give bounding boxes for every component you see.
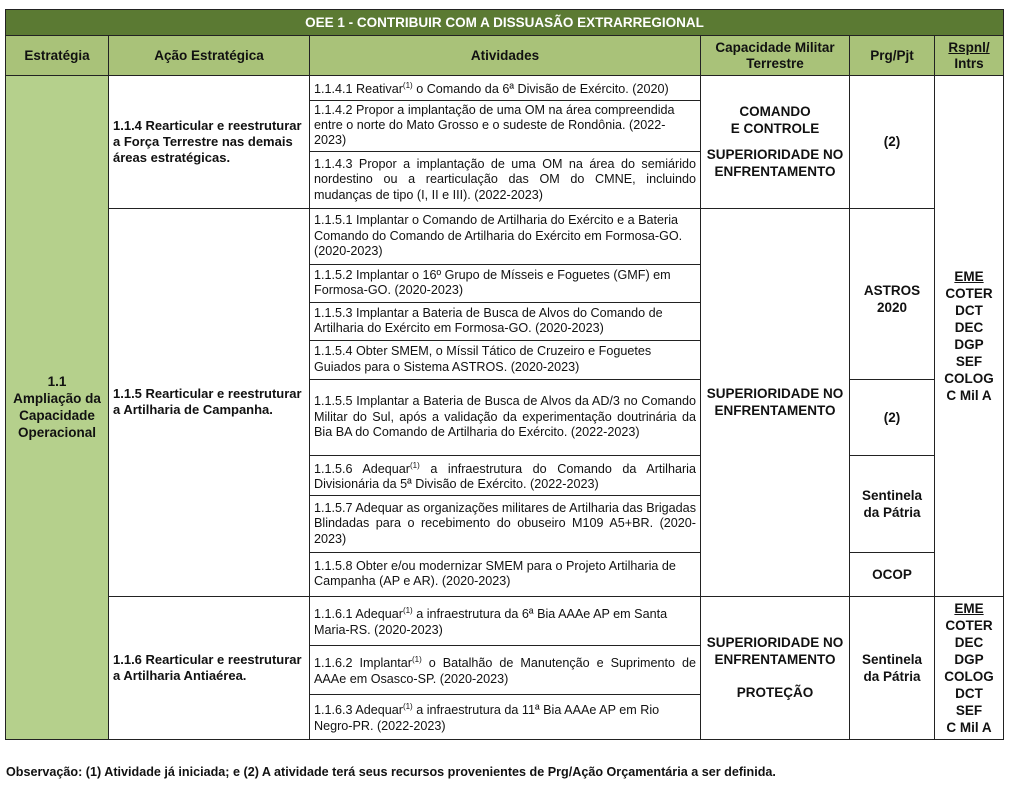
programa-line: Sentinela bbox=[861, 651, 923, 667]
acao-1-1-6: 1.1.6 Rearticular e reestruturar a Artilharia Antiaérea. bbox=[109, 596, 310, 739]
capacidade-line: SUPERIORIDADE NO bbox=[706, 635, 844, 651]
estrategia-cell bbox=[6, 76, 109, 740]
footnote-marker: (1) bbox=[402, 606, 413, 616]
responsavel: COLOG bbox=[944, 668, 994, 684]
responsavel: DCT bbox=[955, 685, 983, 701]
estrategia-line2: Ampliação da bbox=[13, 391, 101, 407]
atividade-text: 1.1.4.1 Reativar bbox=[314, 82, 403, 97]
header-prg: Prg/Pjt bbox=[850, 36, 935, 76]
responsavel: DEC bbox=[954, 634, 984, 650]
atividade-text: a infraestrutura do Comando da Artilharia Divisionária da 5ª Divisão de Exército. (2022-2023) bbox=[314, 462, 696, 492]
capacidade-1-1-5 bbox=[701, 208, 850, 596]
atividade-text: 1.1.6.3 Adequar bbox=[314, 703, 403, 718]
atividade-1-1-4-1 bbox=[310, 76, 701, 101]
programa-line: ASTROS bbox=[863, 282, 921, 298]
responsavel: C Mil A bbox=[946, 387, 992, 403]
header-acao: Ação Estratégica bbox=[109, 36, 310, 76]
header-rspnl-line2: Intrs bbox=[954, 55, 984, 71]
estrategia-number: 1.1 bbox=[47, 374, 67, 390]
header-row bbox=[6, 36, 1004, 76]
responsavel: COTER bbox=[945, 617, 993, 633]
atividade-text: o Batalhão de Manutenção e Suprimento de AAAe em Osasco-SP. (2020-2023) bbox=[314, 656, 696, 686]
atividade-1-1-6-2 bbox=[310, 645, 701, 694]
capacidade-line: SUPERIORIDADE NO bbox=[706, 147, 844, 163]
estrategia-line4: Operacional bbox=[17, 425, 97, 441]
responsaveis-group-1 bbox=[935, 76, 1004, 597]
capacidade-line: ENFRENTAMENTO bbox=[714, 403, 836, 419]
header-rspnl bbox=[935, 36, 1004, 76]
atividade-1-1-4-3: 1.1.4.3 Propor a implantação de uma OM na área do semiárido nordestino ou a rearticulação das OM do CMNE, incluindo mudanças de tipo (I, II e III). (2022-2023) bbox=[310, 151, 701, 208]
acao-1-1-5: 1.1.5 Rearticular e reestruturar a Artilharia de Campanha. bbox=[109, 208, 310, 596]
prg-1-1-5-5: (2) bbox=[850, 379, 935, 455]
atividade-1-1-5-3: 1.1.5.3 Implantar a Bateria de Busca de Alvos do Comando de Artilharia do Exército em Formosa-GO. (2020-2023) bbox=[310, 302, 701, 340]
capacidade-line: PROTEÇÃO bbox=[736, 685, 814, 701]
programa-line: Sentinela bbox=[861, 487, 923, 503]
capacidade-1-1-4 bbox=[701, 76, 850, 209]
atividade-1-1-5-8: 1.1.5.8 Obter e/ou modernizar SMEM para o Projeto Artilharia de Campanha (AP e AR). (2020-2023) bbox=[310, 552, 701, 596]
responsavel: EME bbox=[954, 268, 984, 284]
responsavel: COLOG bbox=[944, 370, 994, 386]
table-row bbox=[6, 208, 1004, 264]
responsaveis-group-2 bbox=[935, 596, 1004, 739]
programa-line: da Pátria bbox=[863, 668, 921, 684]
footnote-marker: (1) bbox=[402, 702, 413, 712]
table-row bbox=[6, 76, 1004, 101]
capacidade-line: ENFRENTAMENTO bbox=[714, 652, 836, 668]
header-capacidade-line1: Capacidade Militar bbox=[715, 39, 835, 55]
responsavel: COTER bbox=[945, 285, 993, 301]
atividade-1-1-5-4: 1.1.5.4 Obter SMEM, o Míssil Tático de Cruzeiro e Foguetes Guiados para o Sistema ASTROS. (2020-2023) bbox=[310, 340, 701, 379]
capacidade-line: E CONTROLE bbox=[730, 121, 820, 137]
atividade-text: 1.1.5.6 Adequar bbox=[314, 462, 410, 476]
atividade-text: 1.1.6.2 Implantar bbox=[314, 656, 412, 671]
atividade-1-1-5-7: 1.1.5.7 Adequar as organizações militares de Artilharia das Brigadas Blindadas para o recebimento do obuseiro M109 A5+BR. (2020-2023) bbox=[310, 495, 701, 552]
atividade-text: o Comando da 6ª Divisão de Exército. (2020) bbox=[412, 82, 669, 97]
capacidade-line: COMANDO bbox=[739, 104, 811, 120]
atividade-1-1-6-3 bbox=[310, 694, 701, 739]
atividade-text: a infraestrutura da 6ª Bia AAAe AP em Santa Maria-RS. (2020-2023) bbox=[314, 607, 668, 637]
responsavel: C Mil A bbox=[946, 719, 992, 735]
programa-line: da Pátria bbox=[863, 504, 921, 520]
header-estrategia: Estratégia bbox=[6, 36, 109, 76]
responsavel: DEC bbox=[954, 319, 984, 335]
capacidade-line: ENFRENTAMENTO bbox=[714, 164, 836, 180]
title-row bbox=[6, 10, 1004, 36]
responsavel: DCT bbox=[955, 302, 983, 318]
capacidade-line: SUPERIORIDADE NO bbox=[706, 386, 844, 402]
estrategia-line3: Capacidade bbox=[19, 408, 95, 424]
atividade-1-1-6-1 bbox=[310, 596, 701, 645]
header-rspnl-line1: Rspnl/ bbox=[948, 39, 990, 55]
prg-sentinela-da-patria-2 bbox=[850, 596, 935, 739]
footnote-marker: (1) bbox=[402, 81, 413, 90]
observacao-note: Observação: (1) Atividade já iniciada; e (2) A atividade terá seus recursos provenientes de Prg/Ação Orçamentária a ser definida. bbox=[6, 765, 776, 779]
atividade-1-1-5-5: 1.1.5.5 Implantar a Bateria de Busca de Alvos da AD/3 no Comando Militar do Sul, após a validação da experimentação doutrinária da Bia BA do Comando de Artilharia do Exército. (2022-2023) bbox=[310, 379, 701, 455]
responsavel: SEF bbox=[955, 702, 983, 718]
atividade-1-1-5-2: 1.1.5.2 Implantar o 16º Grupo de Mísseis e Foguetes (GMF) em Formosa-GO. (2020-2023) bbox=[310, 264, 701, 302]
footnote-marker: (1) bbox=[411, 655, 422, 665]
atividade-1-1-4-2: 1.1.4.2 Propor a implantação de uma OM na área compreendida entre o norte do Mato Grosso e o sudeste de Rondônia. (2022-2023) bbox=[310, 100, 701, 151]
atividade-text: 1.1.6.1 Adequar bbox=[314, 607, 403, 622]
footnote-marker: (1) bbox=[410, 460, 420, 470]
responsavel: DGP bbox=[954, 651, 984, 667]
header-atividades: Atividades bbox=[310, 36, 701, 76]
capacidade-1-1-6 bbox=[701, 596, 850, 739]
acao-1-1-4: 1.1.4 Rearticular e reestruturar a Força Terrestre nas demais áreas estratégicas. bbox=[109, 76, 310, 209]
oee-table bbox=[5, 9, 1004, 740]
prg-1-1-4: (2) bbox=[850, 76, 935, 209]
prg-sentinela-da-patria-1 bbox=[850, 455, 935, 552]
responsavel: DGP bbox=[954, 336, 984, 352]
responsavel: SEF bbox=[955, 353, 983, 369]
header-capacidade bbox=[701, 36, 850, 76]
table-row bbox=[6, 596, 1004, 645]
prg-astros-2020 bbox=[850, 208, 935, 379]
responsavel: EME bbox=[954, 600, 984, 616]
prg-ocop: OCOP bbox=[850, 552, 935, 596]
table-title: OEE 1 - CONTRIBUIR COM A DISSUASÃO EXTRARREGIONAL bbox=[6, 10, 1004, 36]
atividade-1-1-5-6 bbox=[310, 455, 701, 495]
programa-line: 2020 bbox=[876, 299, 908, 315]
atividade-1-1-5-1: 1.1.5.1 Implantar o Comando de Artilharia do Exército e a Bateria Comando do Comando de Artilharia do Exército em Formosa-GO. (2020-2023) bbox=[310, 208, 701, 264]
header-capacidade-line2: Terrestre bbox=[746, 55, 804, 71]
atividade-text: a infraestrutura da 11ª Bia AAAe AP em Rio Negro-PR. (2022-2023) bbox=[314, 703, 660, 733]
